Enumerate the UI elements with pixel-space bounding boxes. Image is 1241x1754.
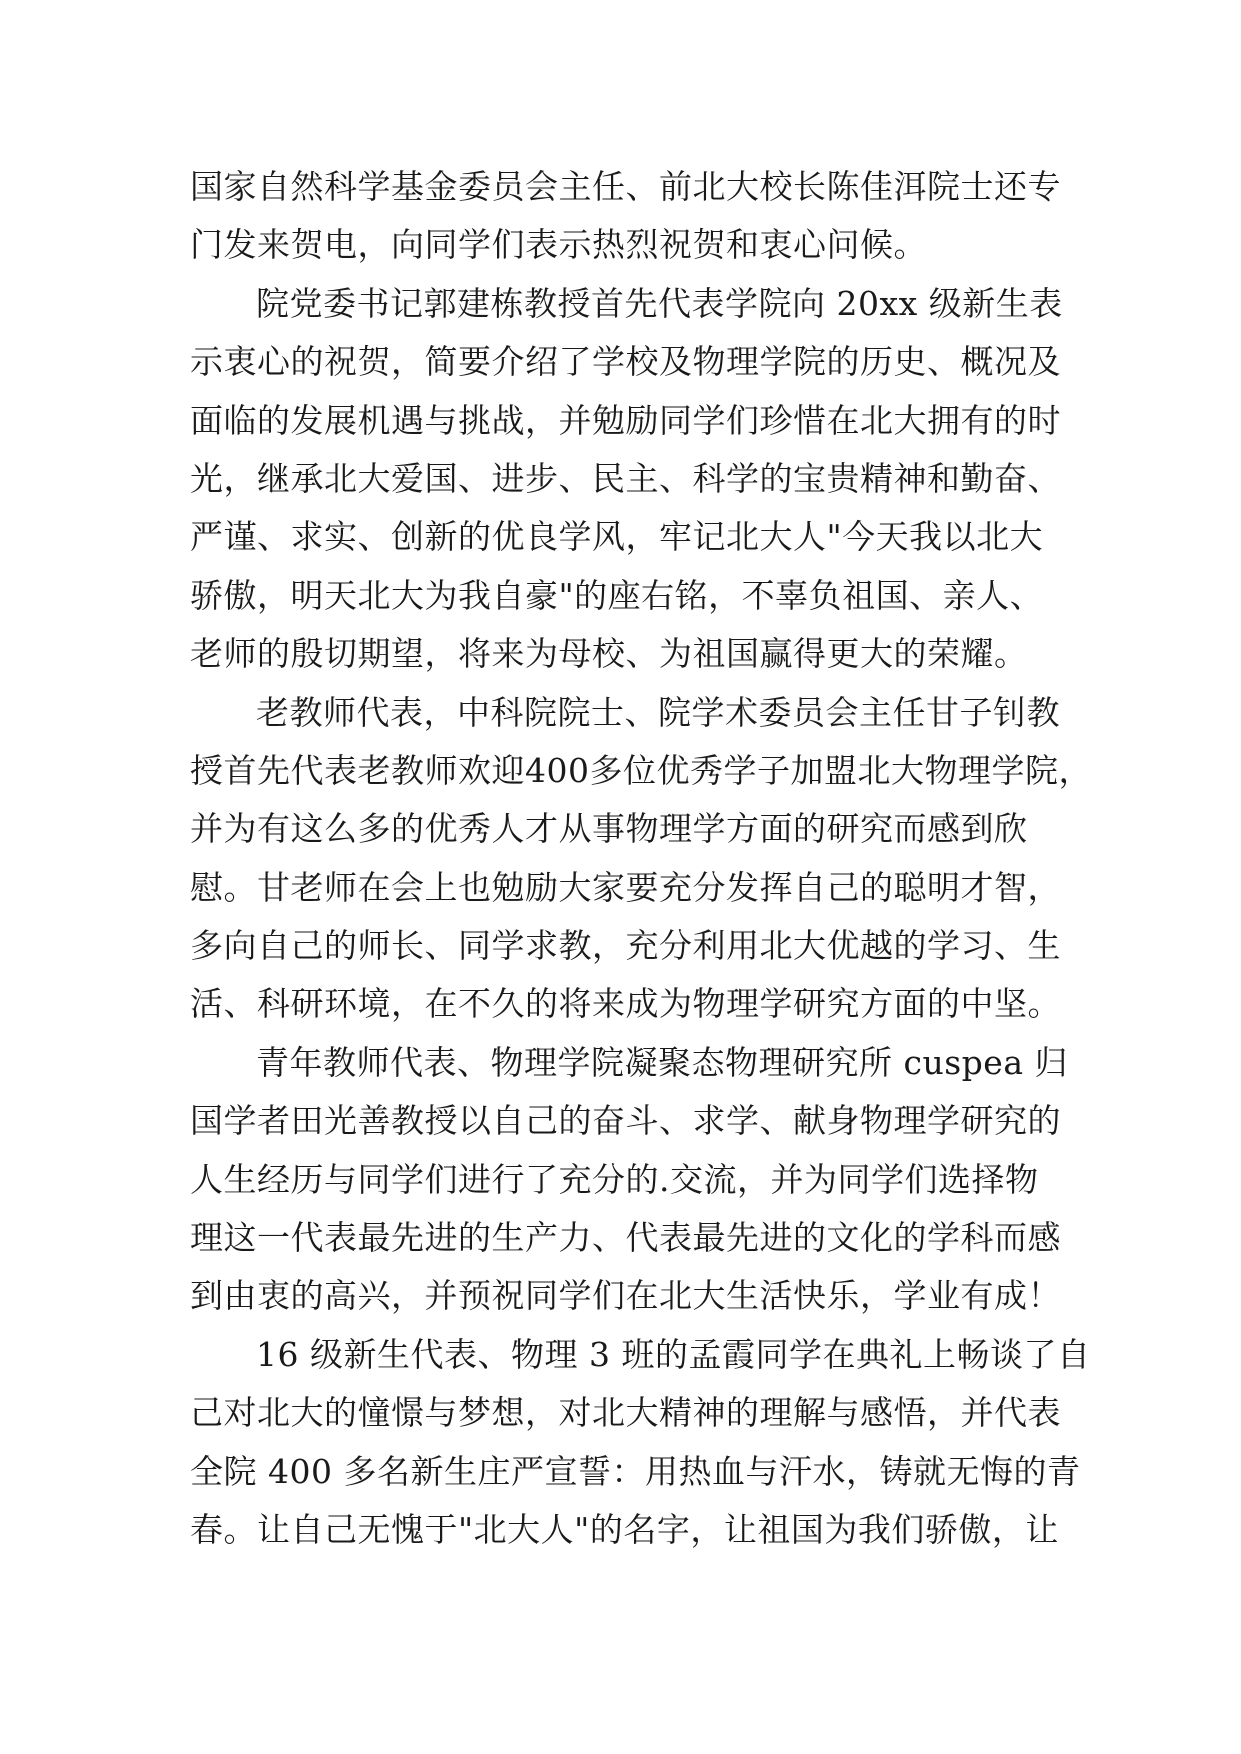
text-line: 老师的殷切期望，将来为母校、为祖国赢得更大的荣耀。 [190,634,1028,674]
text-line: 活、科研环境，在不久的将来成为物理学研究方面的中坚。 [190,984,1061,1024]
text-line: 示衷心的祝贺，简要介绍了学校及物理学院的历史、概况及 [190,342,1061,382]
text-line: 理这一代表最先进的生产力、代表最先进的文化的学科而感 [190,1218,1061,1258]
document-body [190,158,1092,1559]
text-line: 青年教师代表、物理学院凝聚态物理研究所 cuspea 归 [256,1042,1068,1082]
text-line: 国家自然科学基金委员会主任、前北大校长陈佳洱院士还专 [190,167,1061,206]
text-line: 面临的发展机遇与挑战，并勉励同学们珍惜在北大拥有的时 [190,400,1061,440]
text-line: 人生经历与同学们进行了充分的.交流，并为同学们选择物 [190,1159,1039,1199]
text-line: 严谨、求实、创新的优良学风，牢记北大人"今天我以北大 [190,517,1044,557]
text-line: 春。让自己无愧于"北大人"的名字，让祖国为我们骄傲，让 [190,1509,1059,1549]
text-line: 门发来贺电，向同学们表示热烈祝贺和衷心问候。 [190,225,927,265]
text-line: 院党委书记郭建栋教授首先代表学院向 20xx 级新生表 [256,283,1063,323]
text-line: 多向自己的师长、同学求教，充分利用北大优越的学习、生 [190,926,1061,966]
text-line: 并为有这么多的优秀人才从事物理学方面的研究而感到欣 [190,809,1028,849]
text-line: 老教师代表，中科院院士、院学术委员会主任甘子钊教 [256,692,1060,732]
text-line: 授首先代表老教师欢迎400多位优秀学子加盟北大物理学院， [190,750,1092,790]
text-line: 国学者田光善教授以自己的奋斗、求学、献身物理学研究的 [190,1101,1061,1141]
text-line: 到由衷的高兴，并预祝同学们在北大生活快乐，学业有成！ [190,1276,1061,1316]
text-line: 慰。甘老师在会上也勉励大家要充分发挥自己的聪明才智， [190,867,1061,907]
text-line: 己对北大的憧憬与梦想，对北大精神的理解与感悟，并代表 [190,1393,1061,1433]
text-line: 16 级新生代表、物理 3 班的孟霞同学在典礼上畅谈了自 [256,1334,1091,1374]
text-line: 全院 400 多名新生庄严宣誓：用热血与汗水，铸就无悔的青 [190,1451,1081,1491]
text-line: 光，继承北大爱国、进步、民主、科学的宝贵精神和勤奋、 [190,458,1061,498]
text-line: 骄傲，明天北大为我自豪"的座右铭，不辜负祖国、亲人、 [190,575,1044,615]
